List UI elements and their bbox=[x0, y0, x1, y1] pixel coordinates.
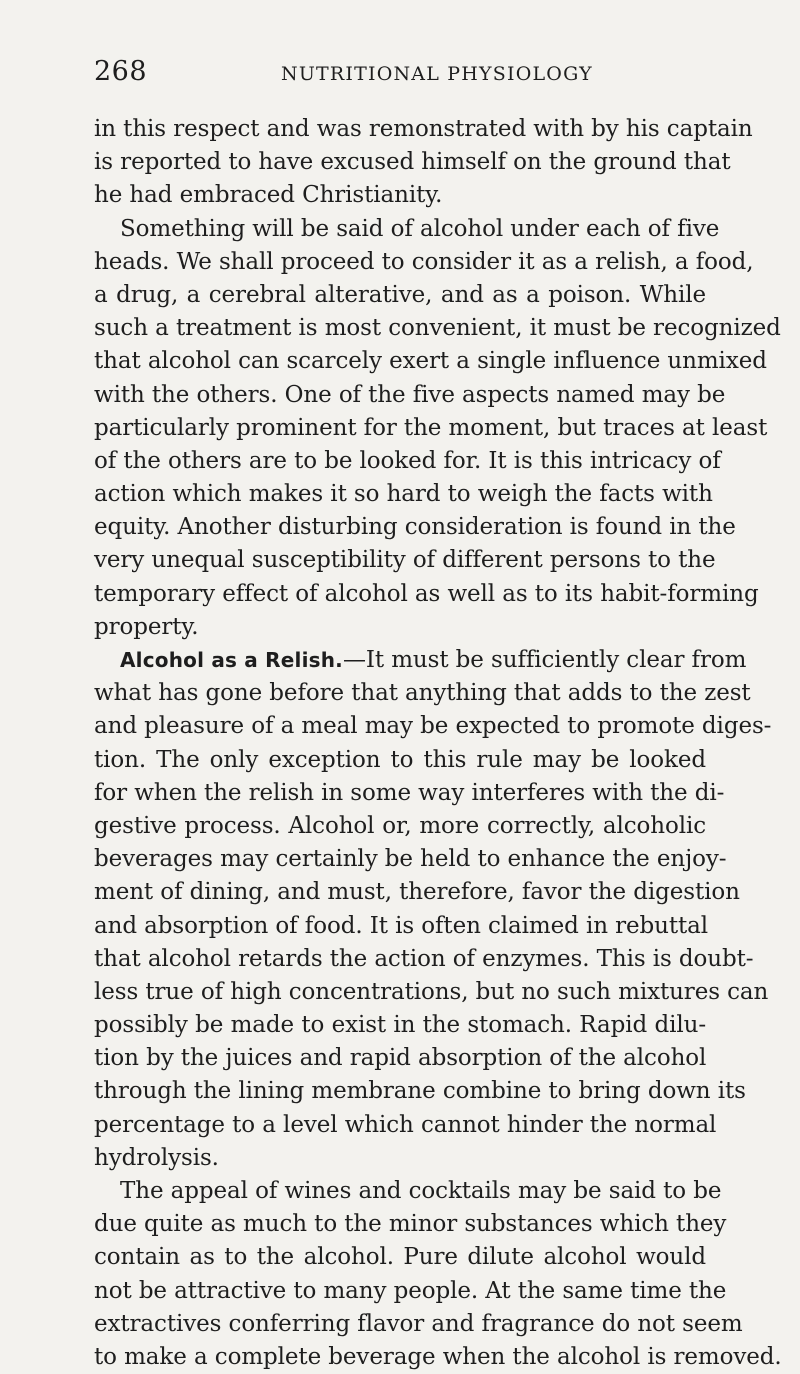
paragraph-five-heads bbox=[94, 213, 781, 644]
text-line: temporary effect of alcohol as well as to its habit-forming bbox=[94, 580, 759, 607]
text-line: he had embraced Christianity. bbox=[94, 182, 443, 209]
paragraph-wines-and-cocktails bbox=[94, 1175, 782, 1374]
text-line: action which makes it so hard to weigh the facts with bbox=[94, 481, 713, 508]
body-text bbox=[94, 113, 782, 1374]
text-line: particularly prominent for the moment, but traces at least bbox=[94, 414, 768, 441]
text-line: property. bbox=[94, 613, 199, 640]
text-line: is reported to have excused himself on the ground that bbox=[94, 149, 731, 176]
text-line: for when the relish in some way interferes with the di- bbox=[94, 779, 725, 806]
text-line: ment of dining, and must, therefore, favor the digestion bbox=[94, 879, 740, 906]
text-line: heads. We shall proceed to consider it as a relish, a food, bbox=[94, 248, 754, 275]
text-line: and absorption of food. It is often claimed in rebuttal bbox=[94, 912, 709, 939]
paragraph-continuation bbox=[94, 113, 753, 213]
text-line: percentage to a level which cannot hinder the normal bbox=[94, 1111, 717, 1138]
text-line-with-heading bbox=[94, 644, 747, 677]
text-line: to make a complete beverage when the alcohol is removed. bbox=[94, 1343, 782, 1370]
text-line: with the others. One of the five aspects named may be bbox=[94, 381, 726, 408]
text-line: less true of high concentrations, but no such mixtures can bbox=[94, 978, 769, 1005]
text-line: such a treatment is most convenient, it must be recognized bbox=[94, 315, 781, 342]
text-line: of the others are to be looked for. It is this intricacy of bbox=[94, 447, 721, 474]
text-line: tion. The only exception to this rule may be looked bbox=[94, 746, 706, 773]
section-heading: Alcohol as a Relish. bbox=[120, 648, 343, 672]
text-line: gestive process. Alcohol or, more correctly, alcoholic bbox=[94, 812, 706, 839]
text-line: equity. Another disturbing consideration is found in the bbox=[94, 514, 736, 541]
text-line: The appeal of wines and cocktails may be said to be bbox=[120, 1178, 722, 1204]
page-header bbox=[94, 56, 706, 96]
text-line: that alcohol can scarcely exert a single influence unmixed bbox=[94, 348, 767, 375]
page-number: 268 bbox=[94, 56, 148, 87]
running-title: NUTRITIONAL PHYSIOLOGY bbox=[281, 63, 593, 85]
text-line: tion by the juices and rapid absorption of the alcohol bbox=[94, 1045, 707, 1072]
text-line: what has gone before that anything that adds to the zest bbox=[94, 680, 751, 707]
text-line: possibly be made to exist in the stomach. Rapid dilu- bbox=[94, 1012, 706, 1039]
text-line: Something will be said of alcohol under each of five bbox=[120, 215, 720, 242]
text-line: contain as to the alcohol. Pure dilute alcohol would bbox=[94, 1244, 706, 1271]
text-line: not be attractive to many people. At the same time the bbox=[94, 1277, 727, 1304]
text-line: beverages may certainly be held to enhance the enjoy- bbox=[94, 846, 727, 873]
text-line: a drug, a cerebral alterative, and as a poison. While bbox=[94, 281, 706, 308]
text-line: extractives conferring flavor and fragrance do not seem bbox=[94, 1310, 743, 1337]
text-line: and pleasure of a meal may be expected to promote diges- bbox=[94, 713, 772, 740]
text-line: that alcohol retards the action of enzymes. This is doubt- bbox=[94, 945, 754, 972]
text-line: hydrolysis. bbox=[94, 1144, 219, 1171]
text-line: in this respect and was remonstrated with by his captain bbox=[94, 116, 753, 142]
text-line: through the lining membrane combine to bring down its bbox=[94, 1078, 746, 1105]
paragraph-alcohol-as-relish bbox=[94, 644, 772, 1175]
heading-line-text: —It must be sufficiently clear from bbox=[342, 647, 747, 673]
text-line: due quite as much to the minor substances which they bbox=[94, 1211, 727, 1238]
text-line: very unequal susceptibility of different persons to the bbox=[94, 547, 716, 574]
